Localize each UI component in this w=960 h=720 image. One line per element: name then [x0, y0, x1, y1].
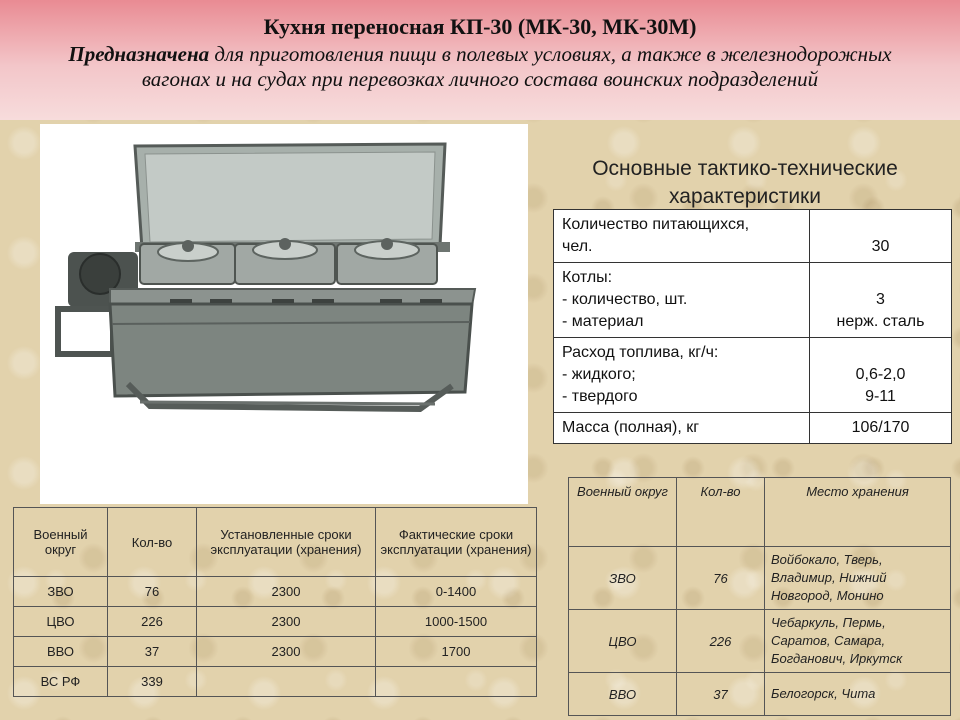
specs-value-cell: [810, 413, 952, 444]
specs-value: 3: [876, 291, 885, 308]
table-cell: ВВО: [569, 673, 677, 716]
table-cell: [376, 667, 537, 697]
specs-label-line: Масса (полная), кг: [562, 419, 700, 436]
specs-title-line-2: характеристики: [669, 185, 821, 208]
column-header: Военный округ: [569, 478, 677, 547]
desc-line-1: для приготовления пищи в полевых условиях, а также в железнодорожных: [209, 42, 892, 66]
specs-label-cell: [554, 210, 810, 263]
specs-row: [554, 210, 952, 263]
table-cell: ЦВО: [569, 610, 677, 673]
specs-value: нерж. сталь: [836, 313, 925, 330]
table-cell: 2300: [197, 637, 376, 667]
table-row: [14, 637, 537, 667]
table-cell: ЦВО: [14, 607, 108, 637]
specs-label-cell: [554, 413, 810, 444]
specs-label-cell: [554, 338, 810, 413]
specs-value: 9-11: [865, 388, 896, 405]
table-cell: ВС РФ: [14, 667, 108, 697]
table-cell: 37: [677, 673, 765, 716]
field-kitchen-illustration: [40, 124, 528, 504]
specs-label-line: Котлы:: [562, 269, 613, 286]
table-cell: Белогорск, Чита: [765, 673, 951, 716]
table-row: [14, 577, 537, 607]
page-description: [0, 42, 960, 92]
table-cell: ЗВО: [14, 577, 108, 607]
table-cell: 1000-1500: [376, 607, 537, 637]
table-cell: 0-1400: [376, 577, 537, 607]
specs-value-cell: [810, 338, 952, 413]
column-header: Место хранения: [765, 478, 951, 547]
page-title: Кухня переносная КП-30 (МК-30, МК-30М): [263, 14, 697, 39]
table-cell: 76: [677, 547, 765, 610]
table-cell: 1700: [376, 637, 537, 667]
specs-value-cell: [810, 263, 952, 338]
column-header: Кол-во: [677, 478, 765, 547]
column-header: Фактические сроки эксплуатации (хранения): [376, 508, 537, 577]
specs-table: [553, 209, 952, 444]
specs-label-cell: [554, 263, 810, 338]
specs-row: [554, 263, 952, 338]
table-cell: Чебаркуль, Пермь, Саратов, Самара, Богданович, Иркутск: [765, 610, 951, 673]
table-cell: 226: [677, 610, 765, 673]
table-cell: 226: [108, 607, 197, 637]
table-row: [569, 673, 951, 716]
table-cell: 2300: [197, 607, 376, 637]
desc-bold: Предназначена: [68, 42, 210, 66]
specs-label-line: - количество, шт.: [562, 291, 688, 308]
specs-value: 30: [871, 238, 890, 255]
table-header-row: [14, 508, 537, 577]
table-row: [569, 610, 951, 673]
specs-value-cell: [810, 210, 952, 263]
district-storage-table: [568, 477, 951, 716]
specs-label-line: - материал: [562, 313, 644, 330]
table-cell: 339: [108, 667, 197, 697]
specs-label-line: Количество питающихся,: [562, 216, 750, 233]
table-row: [14, 607, 537, 637]
column-header: Кол-во: [108, 508, 197, 577]
specs-label-line: - твердого: [562, 388, 638, 405]
table-cell: 2300: [197, 577, 376, 607]
specs-label-line: Расход топлива, кг/ч:: [562, 344, 719, 361]
specs-label-line: чел.: [562, 238, 593, 255]
table-cell: ВВО: [14, 637, 108, 667]
specs-label-line: - жидкого;: [562, 366, 636, 383]
desc-line-2: вагонах и на судах при перевозках личного состава воинских подразделений: [141, 67, 819, 91]
table-header-row: [569, 478, 951, 547]
table-cell: [197, 667, 376, 697]
table-cell: 76: [108, 577, 197, 607]
table-row: [14, 667, 537, 697]
specs-value: 0,6-2,0: [855, 366, 906, 383]
column-header: Установленные сроки эксплуатации (хранения): [197, 508, 376, 577]
district-lifetime-table: [13, 507, 537, 697]
specs-row: [554, 338, 952, 413]
table-cell: ЗВО: [569, 547, 677, 610]
header-banner: [0, 0, 960, 120]
table-cell: 37: [108, 637, 197, 667]
table-cell: Войбокало, Тверь, Владимир, Нижний Новгород, Монино: [765, 547, 951, 610]
column-header: Военный округ: [14, 508, 108, 577]
table-row: [569, 547, 951, 610]
specs-title: [560, 155, 930, 211]
specs-value: 106/170: [851, 419, 910, 436]
field-kitchen-photo: [40, 124, 528, 504]
specs-title-line-1: Основные тактико-технические: [592, 157, 898, 180]
specs-row: [554, 413, 952, 444]
